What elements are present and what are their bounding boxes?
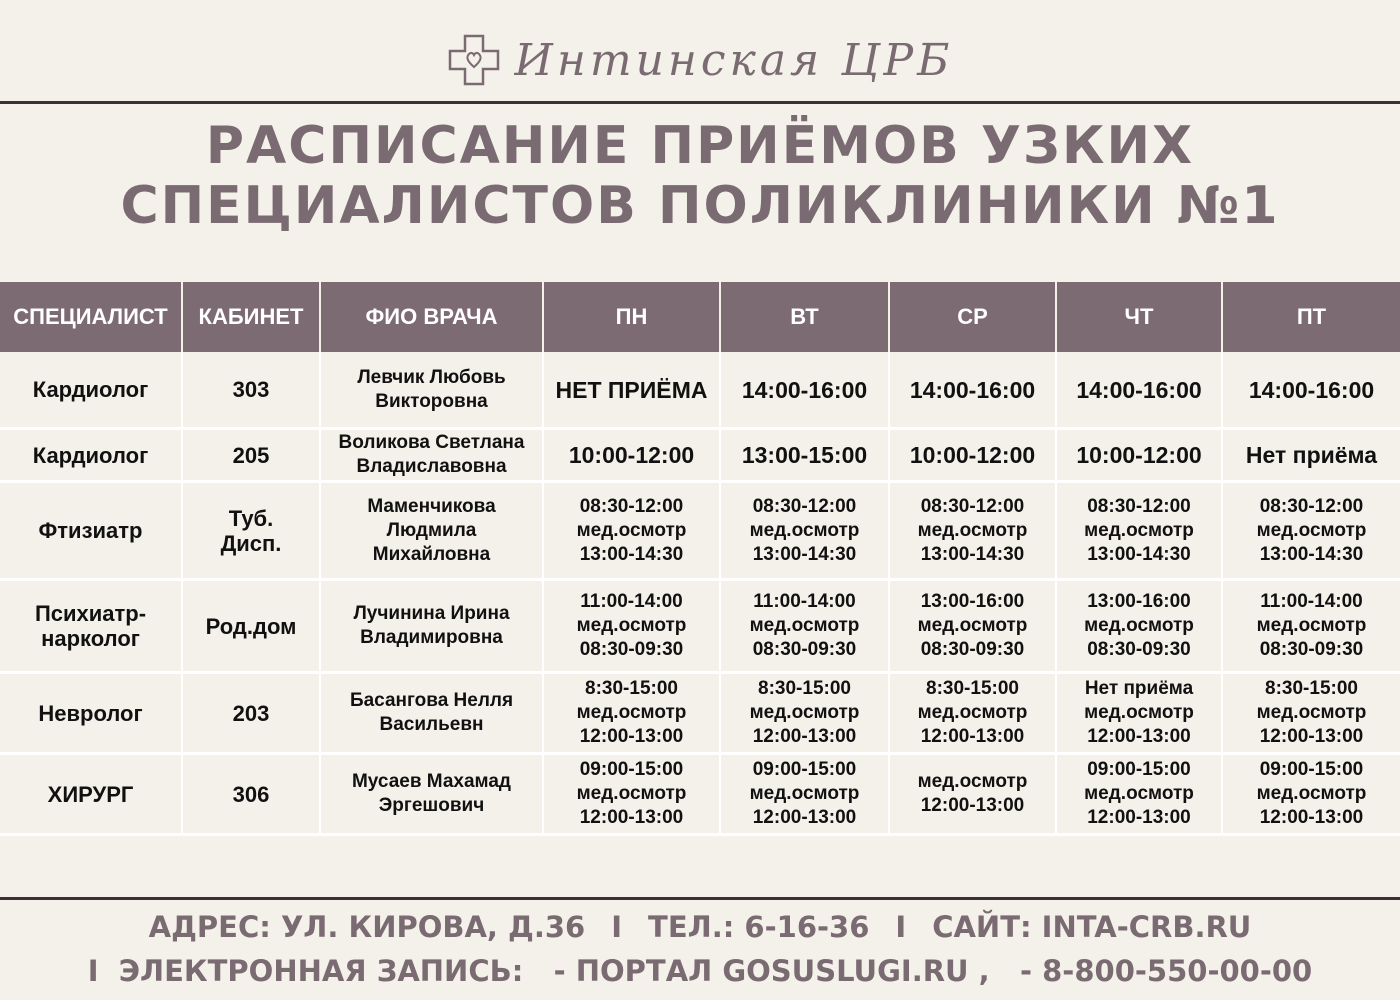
room-cell [182,482,320,580]
schedule-cell-mon-line: 08:30-12:00 [579,495,684,517]
schedule-cell-tue-line: мед.осмотр [749,702,860,723]
table-row [0,754,1400,835]
schedule-cell-thu [1056,580,1222,673]
doctor-cell [320,352,543,429]
schedule-cell-thu-line: 08:30-12:00 [1087,495,1191,517]
schedule-cell-mon-line: 08:30-09:30 [579,639,684,660]
schedule-cell-tue-line: мед.осмотр [749,519,860,541]
schedule-cell-fri-line: мед.осмотр [1256,615,1367,636]
schedule-cell-wed [889,754,1056,835]
schedule-cell-tue-line: 12:00-13:00 [752,807,857,828]
schedule-cell-tue [720,580,889,673]
room-cell [182,352,320,429]
schedule-cell-mon-line: 12:00-13:00 [579,807,684,828]
schedule-cell-thu [1056,352,1222,429]
schedule-cell-tue-line: 13:00-15:00 [741,442,868,468]
schedule-cell-fri-line: 12:00-13:00 [1259,726,1364,747]
schedule-cell-wed-line: мед.осмотр [917,771,1028,792]
schedule-cell-mon-line: 09:00-15:00 [579,759,684,780]
specialist-cell-line: Фтизиатр [38,518,143,543]
doctor-cell-line: Владиславовна [356,456,507,477]
schedule-cell-mon [543,482,720,580]
doctor-cell-line: Васильевн [379,714,484,735]
schedule-cell-tue-line: 12:00-13:00 [752,726,857,747]
footer-portal: - ПОРТАЛ GOSUSLUGI.RU , [553,954,990,988]
schedule-cell-tue [720,754,889,835]
schedule-cell-wed-line: 12:00-13:00 [920,726,1025,747]
schedule-cell-tue-line: мед.осмотр [749,615,860,636]
specialist-cell [0,580,182,673]
schedule-cell-fri [1222,673,1400,754]
schedule-cell-mon [543,580,720,673]
doctor-cell-line: Владимировна [360,627,503,648]
schedule-cell-mon-line: мед.осмотр [576,702,687,723]
specialist-cell-line: Кардиолог [32,442,149,468]
schedule-cell-fri-line: мед.осмотр [1256,783,1367,804]
schedule-cell-tue [720,482,889,580]
schedule-cell-fri-line: 08:30-09:30 [1259,639,1364,660]
footer-site: САЙТ: INTA-CRB.RU [932,910,1252,944]
doctor-cell-line: Викторовна [375,390,488,412]
doctor-cell [320,429,543,482]
schedule-cell-wed-line: 8:30-15:00 [926,678,1019,699]
schedule-cell-mon-line: мед.осмотр [576,615,687,636]
table-row [0,352,1400,429]
schedule-cell-tue-line: 09:00-15:00 [752,759,857,780]
room-cell-line: 303 [232,377,270,402]
schedule-cell-fri-line: 14:00-16:00 [1248,376,1375,403]
table-row [0,482,1400,580]
schedule-cell-fri-line: 8:30-15:00 [1265,678,1358,699]
schedule-cell-thu-line: 12:00-13:00 [1087,807,1191,828]
schedule-cell-thu-line: 08:30-09:30 [1087,639,1191,660]
schedule-cell-wed-line: 08:30-09:30 [920,639,1025,660]
specialist-cell [0,429,182,482]
schedule-cell-thu-line: 13:00-14:30 [1087,543,1191,565]
schedule-cell-tue-line: 11:00-14:00 [753,591,856,612]
doctor-cell-line: Людмила [386,519,477,541]
column-header-thu: ЧТ [1056,282,1222,352]
footer-separator: I [895,910,907,944]
doctor-cell-line: Воликова Светлана [338,432,525,453]
schedule-cell-wed-line: 13:00-14:30 [920,543,1025,565]
column-header-specialist: СПЕЦИАЛИСТ [0,282,182,352]
schedule-cell-mon [543,754,720,835]
doctor-cell [320,754,543,835]
specialist-cell-line: Кардиолог [32,377,149,402]
schedule-cell-thu-line: Нет приёма [1084,678,1194,699]
logo-text: Интинская ЦРБ [514,34,954,86]
schedule-cell-tue-line: 8:30-15:00 [758,678,851,699]
schedule-cell-wed-line: мед.осмотр [917,615,1028,636]
schedule-cell-fri [1222,482,1400,580]
specialist-cell-line: Психиатр- [34,601,147,626]
schedule-cell-tue-line: 14:00-16:00 [741,376,868,403]
column-header-wed: СР [889,282,1056,352]
schedule-cell-mon-line: 8:30-15:00 [585,678,678,699]
doctor-cell-line: Эргешович [378,795,485,816]
schedule-cell-mon-line: мед.осмотр [576,519,687,541]
schedule-cell-tue [720,429,889,482]
footer-online-label: ЭЛЕКТРОННАЯ ЗАПИСЬ: [118,954,524,988]
room-cell-line: Туб. [228,505,274,531]
schedule-cell-fri-line: мед.осмотр [1256,702,1367,723]
schedule-cell-thu-line: 12:00-13:00 [1087,726,1191,747]
specialist-cell [0,482,182,580]
schedule-cell-thu [1056,429,1222,482]
schedule-cell-thu-line: мед.осмотр [1084,783,1194,804]
schedule-cell-mon [543,673,720,754]
table-row [0,580,1400,673]
room-cell-line: Род.дом [205,613,297,639]
schedule-cell-thu-line: мед.осмотр [1084,519,1194,541]
schedule-cell-mon-line: 12:00-13:00 [579,726,684,747]
schedule-cell-wed [889,352,1056,429]
schedule-cell-wed [889,673,1056,754]
column-header-fri: ПТ [1222,282,1400,352]
table-row [0,429,1400,482]
room-cell [182,673,320,754]
footer-line2-prefix: I [87,954,99,988]
schedule-cell-fri-line: 08:30-12:00 [1259,495,1364,517]
page-title-line-1: РАСПИСАНИЕ ПРИЁМОВ УЗКИХ [205,116,1195,176]
schedule-cell-mon-line: мед.осмотр [576,783,687,804]
schedule-cell-wed-line: мед.осмотр [917,702,1028,723]
footer-hotline: - 8-800-550-00-00 [1020,954,1313,988]
doctor-cell [320,580,543,673]
schedule-cell-mon [543,352,720,429]
room-cell-line: 203 [232,700,270,726]
bottom-divider [0,897,1400,900]
specialist-cell-line: нарколог [41,626,140,651]
schedule-cell-wed-line: 10:00-12:00 [909,442,1036,468]
schedule-cell-tue-line: 08:30-09:30 [752,639,857,660]
doctor-cell-line: Маменчикова [367,495,496,517]
footer-line-1 [0,905,1400,949]
schedule-cell-fri-line: 09:00-15:00 [1259,759,1364,780]
schedule-cell-fri [1222,429,1400,482]
schedule-table [0,282,1400,836]
specialist-cell [0,673,182,754]
schedule-cell-fri [1222,754,1400,835]
schedule-cell-wed [889,482,1056,580]
footer [0,905,1400,993]
footer-address: АДРЕС: УЛ. КИРОВА, Д.36 [148,910,586,944]
schedule-cell-tue [720,352,889,429]
specialist-cell-line: Невролог [38,700,143,726]
schedule-cell-thu-line: 14:00-16:00 [1076,376,1202,403]
doctor-cell-line: Мусаев Махамад [351,771,511,792]
schedule-cell-mon [543,429,720,482]
column-header-tue: ВТ [720,282,889,352]
schedule-cell-mon-line: 10:00-12:00 [568,442,695,468]
schedule-cell-thu [1056,673,1222,754]
schedule-cell-tue-line: 13:00-14:30 [752,543,857,565]
schedule-cell-thu-line: 10:00-12:00 [1076,442,1202,468]
room-cell [182,580,320,673]
schedule-cell-wed-line: 12:00-13:00 [920,795,1025,816]
room-cell-line: 306 [232,781,270,807]
room-cell-line: 205 [232,442,270,468]
schedule-cell-thu [1056,482,1222,580]
specialist-cell [0,352,182,429]
footer-line-2 [0,949,1400,993]
schedule-cell-mon-line: НЕТ ПРИЁМА [555,376,708,403]
doctor-cell [320,673,543,754]
schedule-cell-mon-line: 11:00-14:00 [580,591,683,612]
room-cell-line: Дисп. [220,530,282,556]
column-header-mon: ПН [543,282,720,352]
schedule-cell-wed-line: 14:00-16:00 [909,376,1036,403]
schedule-cell-wed-line: 13:00-16:00 [920,591,1025,612]
schedule-cell-thu-line: 09:00-15:00 [1087,759,1191,780]
doctor-cell-line: Басангова Нелля [349,690,514,711]
top-divider [0,101,1400,104]
doctor-cell-line: Лучинина Ирина [353,603,510,624]
schedule-cell-wed [889,580,1056,673]
column-header-doctor: ФИО ВРАЧА [320,282,543,352]
schedule-cell-fri-line: 13:00-14:30 [1259,543,1364,565]
schedule-cell-thu [1056,754,1222,835]
footer-phone: ТЕЛ.: 6-16-36 [648,910,870,944]
specialist-cell-line: ХИРУРГ [47,781,134,807]
schedule-cell-tue-line: мед.осмотр [749,783,860,804]
schedule-cell-tue [720,673,889,754]
room-cell [182,429,320,482]
doctor-cell [320,482,543,580]
schedule-cell-mon-line: 13:00-14:30 [579,543,684,565]
table-row [0,673,1400,754]
footer-separator: I [611,910,623,944]
table-header-row [0,282,1400,352]
schedule-cell-wed-line: 08:30-12:00 [920,495,1025,517]
schedule-cell-fri-line: мед.осмотр [1256,519,1367,541]
schedule-cell-thu-line: мед.осмотр [1084,615,1194,636]
schedule-cell-thu-line: мед.осмотр [1084,702,1194,723]
logo [0,30,1400,90]
schedule-cell-fri-line: Нет приёма [1245,442,1378,468]
schedule-cell-thu-line: 13:00-16:00 [1087,591,1191,612]
doctor-cell-line: Левчик Любовь [357,366,506,388]
page-title [0,116,1400,236]
schedule-cell-fri [1222,580,1400,673]
schedule-cell-wed-line: мед.осмотр [917,519,1028,541]
schedule-cell-tue-line: 08:30-12:00 [752,495,857,517]
cross-heart-icon [447,33,501,87]
schedule-cell-fri-line: 12:00-13:00 [1259,807,1364,828]
page-title-line-2: СПЕЦИАЛИСТОВ ПОЛИКЛИНИКИ №1 [120,176,1280,236]
schedule-cell-fri [1222,352,1400,429]
doctor-cell-line: Михайловна [372,543,491,565]
schedule-cell-fri-line: 11:00-14:00 [1260,591,1363,612]
schedule-cell-wed [889,429,1056,482]
specialist-cell [0,754,182,835]
column-header-room: КАБИНЕТ [182,282,320,352]
room-cell [182,754,320,835]
